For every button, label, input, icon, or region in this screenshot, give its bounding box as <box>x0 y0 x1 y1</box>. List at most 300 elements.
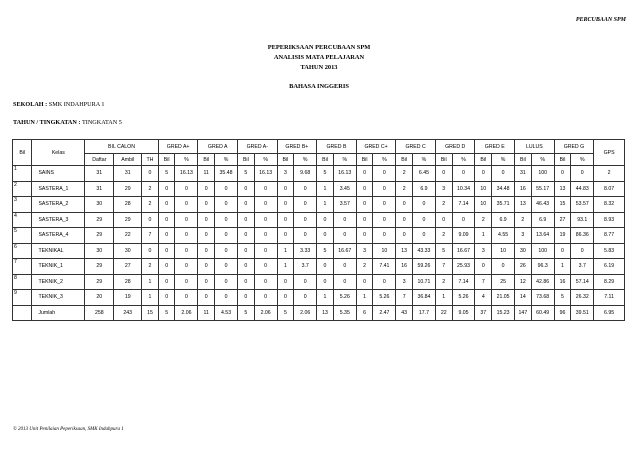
table-cell: 0 <box>277 228 294 244</box>
table-cell: 0 <box>435 212 452 228</box>
table-cell: 2 <box>142 197 159 213</box>
table-cell: 0 <box>435 166 452 182</box>
table-cell: 25 <box>492 274 515 290</box>
total-cell: 2.06 <box>294 305 317 321</box>
table-cell: 0 <box>356 166 373 182</box>
table-cell: 0 <box>396 197 413 213</box>
table-cell: 0 <box>142 212 159 228</box>
table-row <box>13 212 625 228</box>
table-cell: 0 <box>158 197 175 213</box>
table-cell: 93.1 <box>571 212 594 228</box>
total-cell: 15 <box>142 305 159 321</box>
table-cell: 0 <box>175 197 198 213</box>
table-cell: 30 <box>85 243 114 259</box>
table-cell: 0 <box>492 259 515 275</box>
table-cell: 28 <box>114 197 142 213</box>
row-bil: 9 <box>13 290 32 306</box>
table-cell: 10.34 <box>452 181 475 197</box>
total-cell: 13 <box>317 305 334 321</box>
row-gps: 8.93 <box>594 212 625 228</box>
table-cell: 4.55 <box>492 228 515 244</box>
table-cell: 16 <box>515 181 532 197</box>
grade-group-header: GRED A+ <box>158 140 198 154</box>
table-cell: 9.68 <box>294 166 317 182</box>
total-cell: 22 <box>435 305 452 321</box>
table-cell: 5 <box>317 166 334 182</box>
footer-copyright: © 2013 Unit Penilaian Peperiksaan, SMK Indahpura 1 <box>13 427 124 432</box>
table-cell: 0 <box>215 228 238 244</box>
table-cell: 0 <box>554 166 571 182</box>
table-cell: 31 <box>85 181 114 197</box>
table-cell: 0 <box>294 228 317 244</box>
sub-header-bil: Bil <box>317 154 334 166</box>
table-cell: 3.33 <box>294 243 317 259</box>
table-cell: 0 <box>254 274 277 290</box>
total-cell: 60.49 <box>531 305 554 321</box>
grade-group-header: GRED B <box>317 140 357 154</box>
school-info <box>13 101 104 108</box>
table-cell: 2 <box>396 181 413 197</box>
total-cell: 11 <box>198 305 215 321</box>
analysis-table <box>12 139 625 321</box>
total-gps: 6.95 <box>594 305 625 321</box>
table-cell: 36.84 <box>412 290 435 306</box>
row-kelas: SAINS <box>32 166 85 182</box>
grade-group-header: GRED A- <box>238 140 278 154</box>
table-cell: 7 <box>396 290 413 306</box>
table-cell: 0 <box>175 274 198 290</box>
table-cell: 0 <box>412 228 435 244</box>
table-cell: 0 <box>158 259 175 275</box>
table-cell: 0 <box>396 228 413 244</box>
table-cell: 0 <box>215 212 238 228</box>
sub-header-pct: % <box>531 154 554 166</box>
table-cell: 0 <box>356 181 373 197</box>
sub-header-calon: TH <box>142 154 159 166</box>
table-cell: 20 <box>85 290 114 306</box>
sub-header-bil: Bil <box>475 154 492 166</box>
table-cell: 0 <box>294 290 317 306</box>
table-cell: 2 <box>142 259 159 275</box>
total-cell: 2.06 <box>254 305 277 321</box>
table-cell: 6.9 <box>531 212 554 228</box>
table-cell: 44.83 <box>571 181 594 197</box>
school-value: SMK INDAHPURA 1 <box>48 101 105 108</box>
total-cell: 6 <box>356 305 373 321</box>
table-cell: 0 <box>175 259 198 275</box>
table-cell: 0 <box>412 212 435 228</box>
total-cell: 5 <box>238 305 255 321</box>
total-label: Jumlah <box>32 305 85 321</box>
table-cell: 0 <box>158 274 175 290</box>
total-cell: 2.47 <box>373 305 396 321</box>
table-cell: 0 <box>238 243 255 259</box>
total-cell: 243 <box>114 305 142 321</box>
table-cell: 7 <box>435 259 452 275</box>
table-cell: 0 <box>198 228 215 244</box>
total-cell: 39.51 <box>571 305 594 321</box>
table-cell: 6.9 <box>412 181 435 197</box>
col-kelas-header: Kelas <box>32 140 85 166</box>
table-cell: 29 <box>85 259 114 275</box>
table-cell: 0 <box>158 228 175 244</box>
total-cell: 43 <box>396 305 413 321</box>
table-cell: 10 <box>373 243 396 259</box>
table-cell: 0 <box>277 290 294 306</box>
total-cell: 2.06 <box>175 305 198 321</box>
table-cell: 0 <box>356 274 373 290</box>
row-bil: 2 <box>13 181 32 197</box>
row-bil: 7 <box>13 259 32 275</box>
total-cell: 5.35 <box>333 305 356 321</box>
table-cell: 5.26 <box>452 290 475 306</box>
table-cell: 16.67 <box>333 243 356 259</box>
table-cell: 0 <box>356 197 373 213</box>
table-row <box>13 274 625 290</box>
table-row <box>13 228 625 244</box>
row-gps: 8.77 <box>594 228 625 244</box>
table-cell: 0 <box>254 212 277 228</box>
table-cell: 55.17 <box>531 181 554 197</box>
sub-header-bil: Bil <box>396 154 413 166</box>
table-cell: 86.36 <box>571 228 594 244</box>
row-kelas: TEKNIK_1 <box>32 259 85 275</box>
table-cell: 1 <box>317 197 334 213</box>
table-cell: 6.9 <box>492 212 515 228</box>
table-cell: 0 <box>215 259 238 275</box>
sub-header-bil: Bil <box>356 154 373 166</box>
table-cell: 22 <box>114 228 142 244</box>
table-cell: 21.05 <box>492 290 515 306</box>
table-cell: 31 <box>515 166 532 182</box>
table-cell: 0 <box>356 228 373 244</box>
table-cell: 0 <box>198 243 215 259</box>
total-cell: 5 <box>277 305 294 321</box>
table-cell: 0 <box>333 259 356 275</box>
row-kelas: SASTERA_1 <box>32 181 85 197</box>
sub-header-bil: Bil <box>158 154 175 166</box>
table-cell: 12 <box>515 274 532 290</box>
table-cell: 6.45 <box>412 166 435 182</box>
grade-group-header: GRED G <box>554 140 594 154</box>
table-cell: 0 <box>373 212 396 228</box>
table-cell: 0 <box>294 181 317 197</box>
table-cell: 5 <box>554 290 571 306</box>
table-cell: 5 <box>158 166 175 182</box>
table-cell: 2 <box>356 259 373 275</box>
sub-header-pct: % <box>294 154 317 166</box>
table-cell: 0 <box>254 181 277 197</box>
row-bil: 5 <box>13 228 32 244</box>
table-cell: 73.68 <box>531 290 554 306</box>
table-cell: 1 <box>277 259 294 275</box>
table-cell: 0 <box>333 212 356 228</box>
row-kelas: SASTERA_3 <box>32 212 85 228</box>
table-cell: 100 <box>531 166 554 182</box>
table-cell: 11 <box>198 166 215 182</box>
table-cell: 53.57 <box>571 197 594 213</box>
table-cell: 0 <box>475 259 492 275</box>
title-line-2: ANALISIS MATA PELAJARAN <box>273 54 365 61</box>
table-cell: 0 <box>373 166 396 182</box>
total-cell: 5 <box>158 305 175 321</box>
row-kelas: TEKNIK_3 <box>32 290 85 306</box>
table-cell: 57.14 <box>571 274 594 290</box>
table-cell: 0 <box>412 197 435 213</box>
table-cell: 0 <box>277 197 294 213</box>
table-cell: 0 <box>175 228 198 244</box>
table-cell: 3 <box>515 228 532 244</box>
row-gps: 2 <box>594 166 625 182</box>
table-cell: 2 <box>435 274 452 290</box>
table-cell: 0 <box>198 290 215 306</box>
table-cell: 13.64 <box>531 228 554 244</box>
table-row <box>13 197 625 213</box>
table-cell: 3.45 <box>333 181 356 197</box>
table-cell: 0 <box>238 290 255 306</box>
table-cell: 42.86 <box>531 274 554 290</box>
table-cell: 5 <box>238 166 255 182</box>
col-bil-calon-header: BIL CALON <box>85 140 159 154</box>
sub-header-pct: % <box>412 154 435 166</box>
table-cell: 2 <box>515 212 532 228</box>
table-cell: 96.3 <box>531 259 554 275</box>
table-cell: 3 <box>396 274 413 290</box>
sub-header-pct: % <box>492 154 515 166</box>
table-cell: 10.71 <box>412 274 435 290</box>
table-cell: 30 <box>85 197 114 213</box>
table-cell: 1 <box>142 274 159 290</box>
table-cell: 0 <box>175 243 198 259</box>
table-cell: 29 <box>114 181 142 197</box>
table-cell: 7.14 <box>452 274 475 290</box>
row-kelas: SASTERA_2 <box>32 197 85 213</box>
table-cell: 0 <box>452 166 475 182</box>
table-cell: 0 <box>277 274 294 290</box>
table-cell: 46.43 <box>531 197 554 213</box>
level-value: TINGKATAN 5 <box>81 119 122 126</box>
table-cell: 59.26 <box>412 259 435 275</box>
total-cell: 96 <box>554 305 571 321</box>
table-cell: 16.67 <box>452 243 475 259</box>
total-cell: 258 <box>85 305 114 321</box>
row-gps: 8.29 <box>594 274 625 290</box>
total-cell: 15.23 <box>492 305 515 321</box>
sub-header-bil: Bil <box>435 154 452 166</box>
total-row <box>13 305 625 321</box>
sub-header-bil: Bil <box>554 154 571 166</box>
row-kelas: TEKNIK_2 <box>32 274 85 290</box>
table-cell: 0 <box>333 228 356 244</box>
table-cell: 0 <box>215 243 238 259</box>
table-cell: 9.09 <box>452 228 475 244</box>
level-info <box>13 119 122 126</box>
table-cell: 0 <box>158 243 175 259</box>
table-cell: 27 <box>554 212 571 228</box>
table-cell: 0 <box>571 243 594 259</box>
table-cell: 1 <box>317 181 334 197</box>
table-cell: 0 <box>215 181 238 197</box>
table-cell: 0 <box>215 290 238 306</box>
table-cell: 3.7 <box>294 259 317 275</box>
table-cell: 3 <box>435 181 452 197</box>
table-cell: 0 <box>175 212 198 228</box>
table-cell: 16.13 <box>333 166 356 182</box>
header-row-sub <box>13 154 625 166</box>
table-cell: 0 <box>158 181 175 197</box>
row-kelas: SASTERA_4 <box>32 228 85 244</box>
sub-header-pct: % <box>215 154 238 166</box>
table-cell: 35.48 <box>215 166 238 182</box>
sub-header-calon: Ambil <box>114 154 142 166</box>
table-cell: 3.57 <box>333 197 356 213</box>
sub-header-calon: Daftar <box>85 154 114 166</box>
table-cell: 15 <box>554 197 571 213</box>
table-cell: 0 <box>142 243 159 259</box>
title-line-1: PEPERIKSAAN PERCUBAAN SPM <box>267 44 371 51</box>
table-cell: 0 <box>554 243 571 259</box>
table-cell: 29 <box>85 212 114 228</box>
table-cell: 7.14 <box>452 197 475 213</box>
sub-header-pct: % <box>452 154 475 166</box>
col-gps-header: GPS <box>594 140 625 166</box>
table-cell: 35.71 <box>492 197 515 213</box>
header-row-groups <box>13 140 625 154</box>
subject-title: BAHASA INGGERIS <box>289 83 349 90</box>
table-cell: 0 <box>452 212 475 228</box>
table-cell: 3 <box>277 166 294 182</box>
table-cell: 0 <box>333 274 356 290</box>
table-cell: 3 <box>356 243 373 259</box>
table-row <box>13 243 625 259</box>
table-cell: 7.41 <box>373 259 396 275</box>
table-cell: 5.26 <box>373 290 396 306</box>
row-gps: 8.07 <box>594 181 625 197</box>
sub-header-bil: Bil <box>515 154 532 166</box>
grade-group-header: GRED C <box>396 140 436 154</box>
table-cell: 0 <box>198 274 215 290</box>
table-cell: 1 <box>277 243 294 259</box>
table-cell: 0 <box>317 228 334 244</box>
table-cell: 26 <box>515 259 532 275</box>
table-cell: 0 <box>356 212 373 228</box>
table-cell: 0 <box>238 274 255 290</box>
sub-header-pct: % <box>175 154 198 166</box>
table-cell: 1 <box>435 290 452 306</box>
table-cell: 2 <box>435 228 452 244</box>
sub-header-bil: Bil <box>238 154 255 166</box>
table-cell: 0 <box>373 181 396 197</box>
table-cell: 5 <box>435 243 452 259</box>
table-cell: 0 <box>294 274 317 290</box>
total-cell: 17.7 <box>412 305 435 321</box>
sub-header-bil: Bil <box>198 154 215 166</box>
table-cell: 0 <box>294 212 317 228</box>
table-cell: 1 <box>554 259 571 275</box>
table-cell: 7 <box>475 274 492 290</box>
table-cell: 19 <box>554 228 571 244</box>
table-cell: 7 <box>142 228 159 244</box>
table-cell: 10 <box>475 181 492 197</box>
grade-group-header: GRED C+ <box>356 140 396 154</box>
table-cell: 0 <box>475 166 492 182</box>
row-bil: 3 <box>13 197 32 213</box>
school-label: SEKOLAH : <box>13 101 48 108</box>
table-cell: 16 <box>396 259 413 275</box>
table-cell: 3.7 <box>571 259 594 275</box>
table-cell: 0 <box>198 181 215 197</box>
sub-header-pct: % <box>373 154 396 166</box>
grade-group-header: GRED E <box>475 140 515 154</box>
table-cell: 0 <box>254 243 277 259</box>
table-cell: 5.26 <box>333 290 356 306</box>
table-cell: 0 <box>238 181 255 197</box>
table-cell: 16.13 <box>175 166 198 182</box>
table-cell: 0 <box>215 197 238 213</box>
col-bil-header: Bil <box>13 140 32 166</box>
table-cell: 0 <box>317 274 334 290</box>
row-bil: 1 <box>13 166 32 182</box>
sub-header-pct: % <box>571 154 594 166</box>
table-cell: 30 <box>515 243 532 259</box>
table-cell: 14 <box>515 290 532 306</box>
table-cell: 0 <box>215 274 238 290</box>
grade-group-header: GRED A <box>198 140 238 154</box>
table-cell: 100 <box>531 243 554 259</box>
table-cell: 26.32 <box>571 290 594 306</box>
table-cell: 2 <box>142 181 159 197</box>
table-cell: 2 <box>396 166 413 182</box>
table-cell: 0 <box>238 197 255 213</box>
table-cell: 0 <box>317 259 334 275</box>
table-cell: 0 <box>158 212 175 228</box>
sub-header-pct: % <box>254 154 277 166</box>
sub-header-bil: Bil <box>277 154 294 166</box>
table-cell: 13 <box>515 197 532 213</box>
table-row <box>13 290 625 306</box>
row-bil: 6 <box>13 243 32 259</box>
table-row <box>13 166 625 182</box>
table-cell: 0 <box>254 197 277 213</box>
table-cell: 1 <box>356 290 373 306</box>
table-cell: 19 <box>114 290 142 306</box>
table-cell: 0 <box>294 197 317 213</box>
row-gps: 5.83 <box>594 243 625 259</box>
table-cell: 0 <box>158 290 175 306</box>
level-label: TAHUN / TINGKATAN : <box>13 119 81 126</box>
table-cell: 0 <box>317 212 334 228</box>
table-cell: 0 <box>142 166 159 182</box>
table-row <box>13 181 625 197</box>
grade-group-header: LULUS <box>515 140 555 154</box>
table-cell: 0 <box>373 274 396 290</box>
table-cell: 0 <box>254 259 277 275</box>
table-cell: 0 <box>277 181 294 197</box>
table-cell: 0 <box>238 228 255 244</box>
table-cell: 16.13 <box>254 166 277 182</box>
table-cell: 3 <box>475 243 492 259</box>
table-cell: 1 <box>317 290 334 306</box>
table-cell: 0 <box>175 290 198 306</box>
total-bil <box>13 305 32 321</box>
table-cell: 0 <box>198 212 215 228</box>
table-cell: 31 <box>85 166 114 182</box>
table-cell: 0 <box>396 212 413 228</box>
table-cell: 27 <box>114 259 142 275</box>
grade-group-header: GRED B+ <box>277 140 317 154</box>
table-cell: 13 <box>396 243 413 259</box>
title-line-3: TAHUN 2013 <box>300 64 338 71</box>
